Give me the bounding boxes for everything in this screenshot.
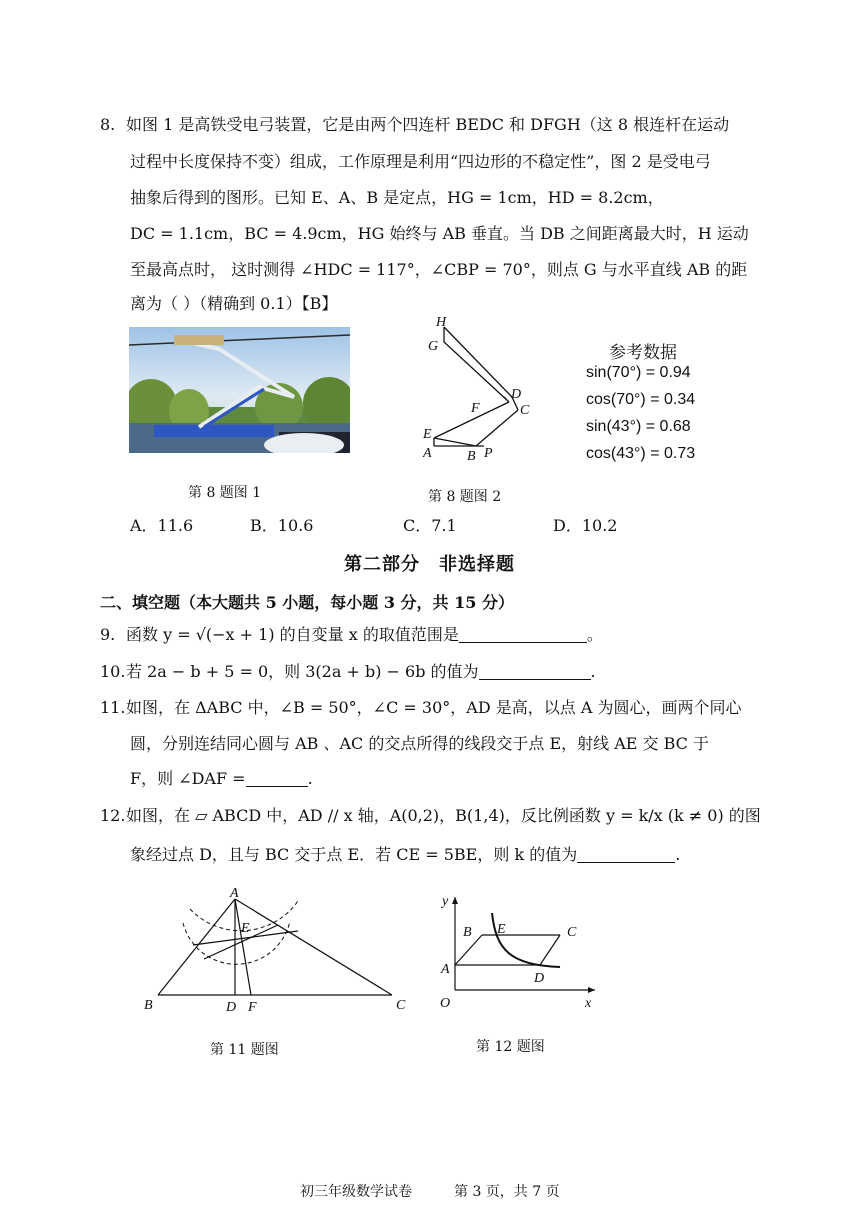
label-A: A	[423, 446, 432, 461]
q11-text-1: 如图，在 ΔABC 中，∠B = 50°，∠C = 30°，AD 是高，以点 A 为圆心，画两个同心	[126, 698, 742, 717]
q10-number: 10.	[100, 662, 126, 681]
option-a: A．11.6	[130, 516, 194, 535]
label-F: F	[471, 401, 480, 416]
q11-answer-blank[interactable]	[246, 770, 308, 787]
label-C: C	[396, 998, 406, 1013]
reference-row: sin(43°) = 0.68	[586, 418, 691, 435]
label-B: B	[144, 998, 153, 1013]
label-D: D	[511, 387, 522, 402]
q11-text-3: F，则 ∠DAF =	[130, 769, 246, 788]
label-C: C	[520, 403, 530, 418]
q9-answer-blank[interactable]	[459, 626, 587, 643]
q10-text: 若 2a − b + 5 = 0，则 3(2a + b) − 6b 的值为	[126, 662, 479, 681]
label-y: y	[442, 894, 449, 909]
part2-title: 第二部分 非选择题	[344, 554, 515, 575]
label-x: x	[585, 996, 592, 1011]
q8-line-4: DC = 1.1cm，BC = 4.9cm，HG 始终与 AB 垂直。当 DB 之间距离最大时，H 运动	[130, 224, 749, 243]
q12-text-2: 象经过点 D，且与 BC 交于点 E．若 CE = 5BE，则 k 的值为	[130, 845, 578, 864]
page-footer: 初三年级数学试卷 第 3 页，共 7 页	[300, 1184, 560, 1200]
q12-number: 12.	[100, 806, 126, 825]
q11-number: 11.	[100, 698, 126, 717]
q8-number: 8.	[100, 115, 116, 134]
option-c: C．7.1	[403, 516, 457, 535]
label-B: B	[463, 925, 472, 940]
q11-fig-caption: 第 11 题图	[210, 1042, 279, 1058]
q11-line-2: 圆，分别连结同心圆与 AB 、AC 的交点所得的线段交于点 E，射线 AE 交 BC 于	[130, 734, 710, 753]
reference-title: 参考数据	[609, 343, 677, 362]
q8-line-2: 过程中长度保持不变）组成，工作原理是利用“四边形的不稳定性”，图 2 是受电弓	[130, 152, 711, 171]
q11-line-1	[100, 698, 741, 718]
q9	[100, 625, 603, 645]
section2-title: 二、填空题（本大题共 5 小题，每小题 3 分，共 15 分）	[100, 593, 514, 612]
pantograph-photo	[129, 327, 350, 453]
label-D: D	[226, 1000, 237, 1015]
q12-fig-caption: 第 12 题图	[476, 1039, 545, 1055]
label-O: O	[440, 996, 451, 1011]
q10-answer-blank[interactable]	[479, 663, 591, 680]
reference-data	[586, 338, 726, 472]
label-F: F	[248, 1000, 257, 1015]
option-b: B．10.6	[250, 516, 314, 535]
q8-text-1: 如图 1 是高铁受电弓装置，它是由两个四连杆 BEDC 和 DFGH（这 8 根连杆在运动	[126, 115, 730, 134]
q8-line-1	[100, 115, 729, 135]
linkage-diagram	[414, 312, 544, 472]
q12-line-2	[130, 845, 680, 865]
label-C: C	[567, 925, 577, 940]
reference-row: cos(70°) = 0.34	[586, 391, 696, 408]
q12-line-1	[100, 806, 761, 826]
option-d: D．10.2	[553, 516, 618, 535]
q11-text-end: .	[307, 769, 313, 788]
q12-text-1: 如图，在 ▱ ABCD 中，AD // x 轴，A(0,2)，B(1,4)，反比例函数 y = k/x (k ≠ 0) 的图	[126, 806, 761, 825]
fig2-caption: 第 8 题图 2	[428, 489, 502, 505]
label-G: G	[428, 339, 439, 354]
q8-line-3: 抽象后得到的图形。已知 E、A、B 是定点，HG = 1cm，HD = 8.2cm，	[130, 188, 664, 207]
q9-text: 函数 y = √(−x + 1) 的自变量 x 的取值范围是	[126, 625, 459, 644]
label-B: B	[467, 449, 476, 464]
label-E: E	[241, 921, 250, 936]
q12-answer-blank[interactable]	[577, 846, 675, 863]
fig1-caption: 第 8 题图 1	[188, 485, 262, 501]
q11-triangle-diagram	[138, 885, 418, 1015]
label-P: P	[484, 446, 493, 461]
q10-text-end: .	[590, 662, 596, 681]
label-D: D	[534, 971, 545, 986]
q10	[100, 662, 596, 682]
q8-line-6: 离为（ ）（精确到 0.1）【B】	[130, 294, 338, 313]
reference-row: cos(43°) = 0.73	[586, 445, 696, 462]
q12-coordinate-diagram	[430, 885, 605, 1015]
label-E: E	[497, 922, 506, 937]
label-A: A	[230, 886, 239, 901]
q9-text-end: 。	[586, 625, 603, 644]
q12-text-end: .	[675, 845, 681, 864]
q9-number: 9.	[100, 625, 116, 644]
label-H: H	[436, 315, 447, 330]
reference-row: sin(70°) = 0.94	[586, 364, 691, 381]
q11-line-3	[130, 769, 313, 789]
label-A: A	[441, 962, 450, 977]
label-E: E	[423, 427, 432, 442]
q8-line-5: 至最高点时， 这时测得 ∠HDC = 117°，∠CBP = 70°，则点 G 与水平直线 AB 的距	[130, 260, 748, 279]
